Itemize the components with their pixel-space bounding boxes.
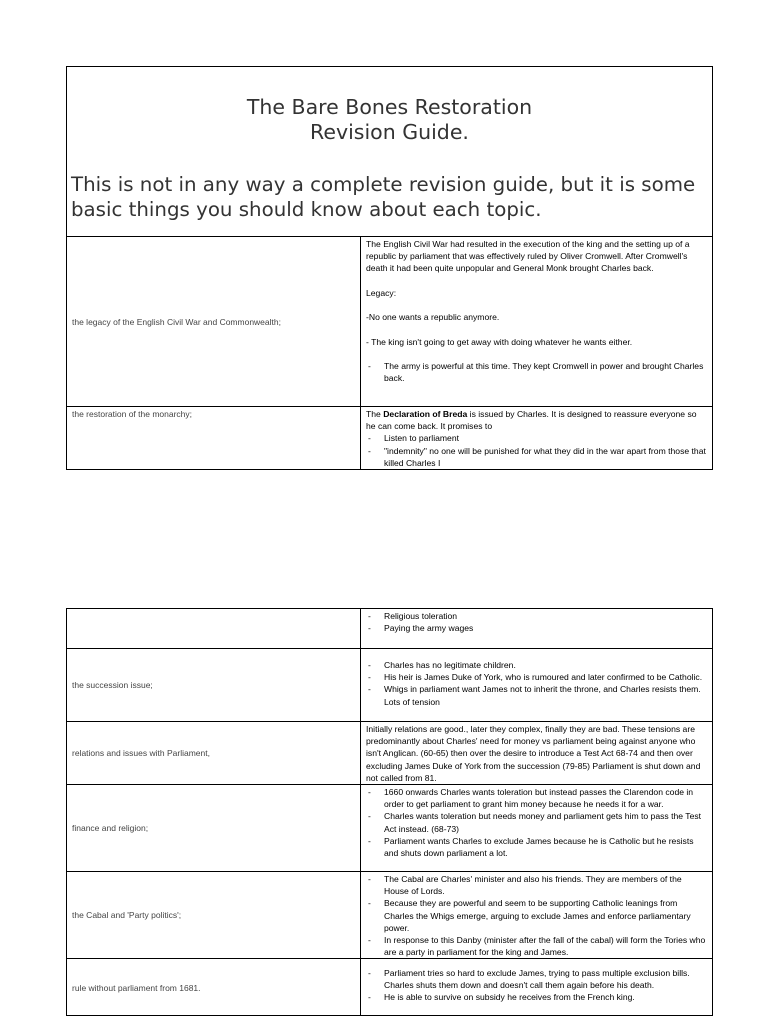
list-item: - He is able to survive on subsidy he receives from the French king.	[366, 991, 708, 1003]
page-title: The Bare Bones Restoration Revision Guide.	[246, 95, 533, 144]
list-item: - Parliament wants Charles to exclude James because he is Catholic but he resists and shuts down parliament a lot.	[366, 835, 708, 859]
topic-notes: The Declaration of Breda is issued by Charles. It is designed to reassure everyone so he can come back. It promises to - Listen to parliament - "indemnity" no one will be punished for what they did in the war apart from those that killed Charles I	[362, 407, 712, 470]
table-row	[67, 784, 712, 871]
list-item: - "indemnity" no one will be punished for what they did in the war apart from those that killed Charles I	[366, 445, 708, 469]
list-item: - 1660 onwards Charles wants toleration but instead passes the Clarendon code in order to get parliament to grant him money because he needs it for a war.	[366, 786, 708, 810]
table-row	[67, 648, 712, 721]
topic-label: the legacy of the English Civil War and Commonwealth;	[67, 237, 361, 406]
table-row	[67, 406, 712, 470]
list-item: - The Cabal are Charles' minister and also his friends. They are members of the House of Lords.	[366, 873, 708, 897]
list-item: - Listen to parliament	[366, 432, 708, 444]
topic-notes	[362, 872, 712, 958]
list-item: - In response to this Danby (minister after the fall of the cabal) will form the Tories who are a party in parliament for the king and James.	[366, 934, 708, 958]
topic-label: the restoration of the monarchy;	[67, 407, 361, 470]
topic-notes: The English Civil War had resulted in the execution of the king and the setting up of a republic by parliament that was effectively ruled by Oliver Cromwell. After Cromwell's death it had been quite unpopular and General Monk brought Charles back. Legacy: -No one wants a republic anymore. - The king isn't going to get away with doing whatever he wants either. - The army is powerful at this time. They kept Cromwell in power and brought Charles back.	[362, 237, 712, 406]
topic-label	[67, 609, 361, 648]
topic-notes: Initially relations are good., later they complex, finally they are bad. These tensions are predominantly about Charles' need for money vs parliament being against anyone who isn't Anglican. (60-65) then over the desire to introduce a Test Act 68-74 and then over excluding James Duke of York from the succession (79-85) Parliament is shut down and not called from 81.	[366, 724, 701, 783]
topic-label: the Cabal and 'Party politics';	[67, 872, 361, 958]
declaration-of-breda: Declaration of Breda	[383, 409, 468, 419]
title-cell	[67, 67, 712, 237]
topic-notes	[362, 959, 712, 1016]
table-row	[67, 871, 712, 958]
intro-text: This is not in any way a complete revision guide, but it is some basic things you should know about each topic.	[71, 173, 696, 221]
table-row	[67, 236, 712, 406]
table-row	[67, 958, 712, 1016]
list-item: - Because they are powerful and seem to be supporting Catholic leanings from Charles the Whigs emerge, arguing to exclude James and enforce parliamentary power.	[366, 897, 708, 934]
list-item: - Charles has no legitimate children.	[366, 659, 708, 671]
list-item: - Parliament tries so hard to exclude James, trying to pass multiple exclusion bills. Charles shuts them down and doesn't call them again before his death.	[366, 967, 708, 991]
list-item: - His heir is James Duke of York, who is rumoured and later confirmed to be Catholic.	[366, 671, 708, 683]
list-item: - Whigs in parliament want James not to inherit the throne, and Charles resists them. Lots of tension	[366, 683, 708, 707]
list-item: - Paying the army wages	[366, 622, 708, 634]
topic-notes	[362, 609, 712, 648]
table-row	[67, 721, 712, 784]
list-item: - Charles wants toleration but needs money and parliament gets him to pass the Test Act instead. (68-73)	[366, 810, 708, 834]
topic-label: relations and issues with Parliament,	[67, 722, 361, 784]
list-item: - Religious toleration	[366, 610, 708, 622]
topic-notes	[362, 649, 712, 721]
topic-label: finance and religion;	[67, 785, 361, 871]
list-item: - The army is powerful at this time. They kept Cromwell in power and brought Charles back.	[366, 360, 708, 384]
table-row	[67, 609, 712, 648]
revision-table-1	[66, 66, 713, 470]
topic-label: the succession issue;	[67, 649, 361, 721]
revision-table-2	[66, 608, 713, 1016]
topic-notes	[362, 785, 712, 871]
topic-label: rule without parliament from 1681.	[67, 959, 361, 1016]
